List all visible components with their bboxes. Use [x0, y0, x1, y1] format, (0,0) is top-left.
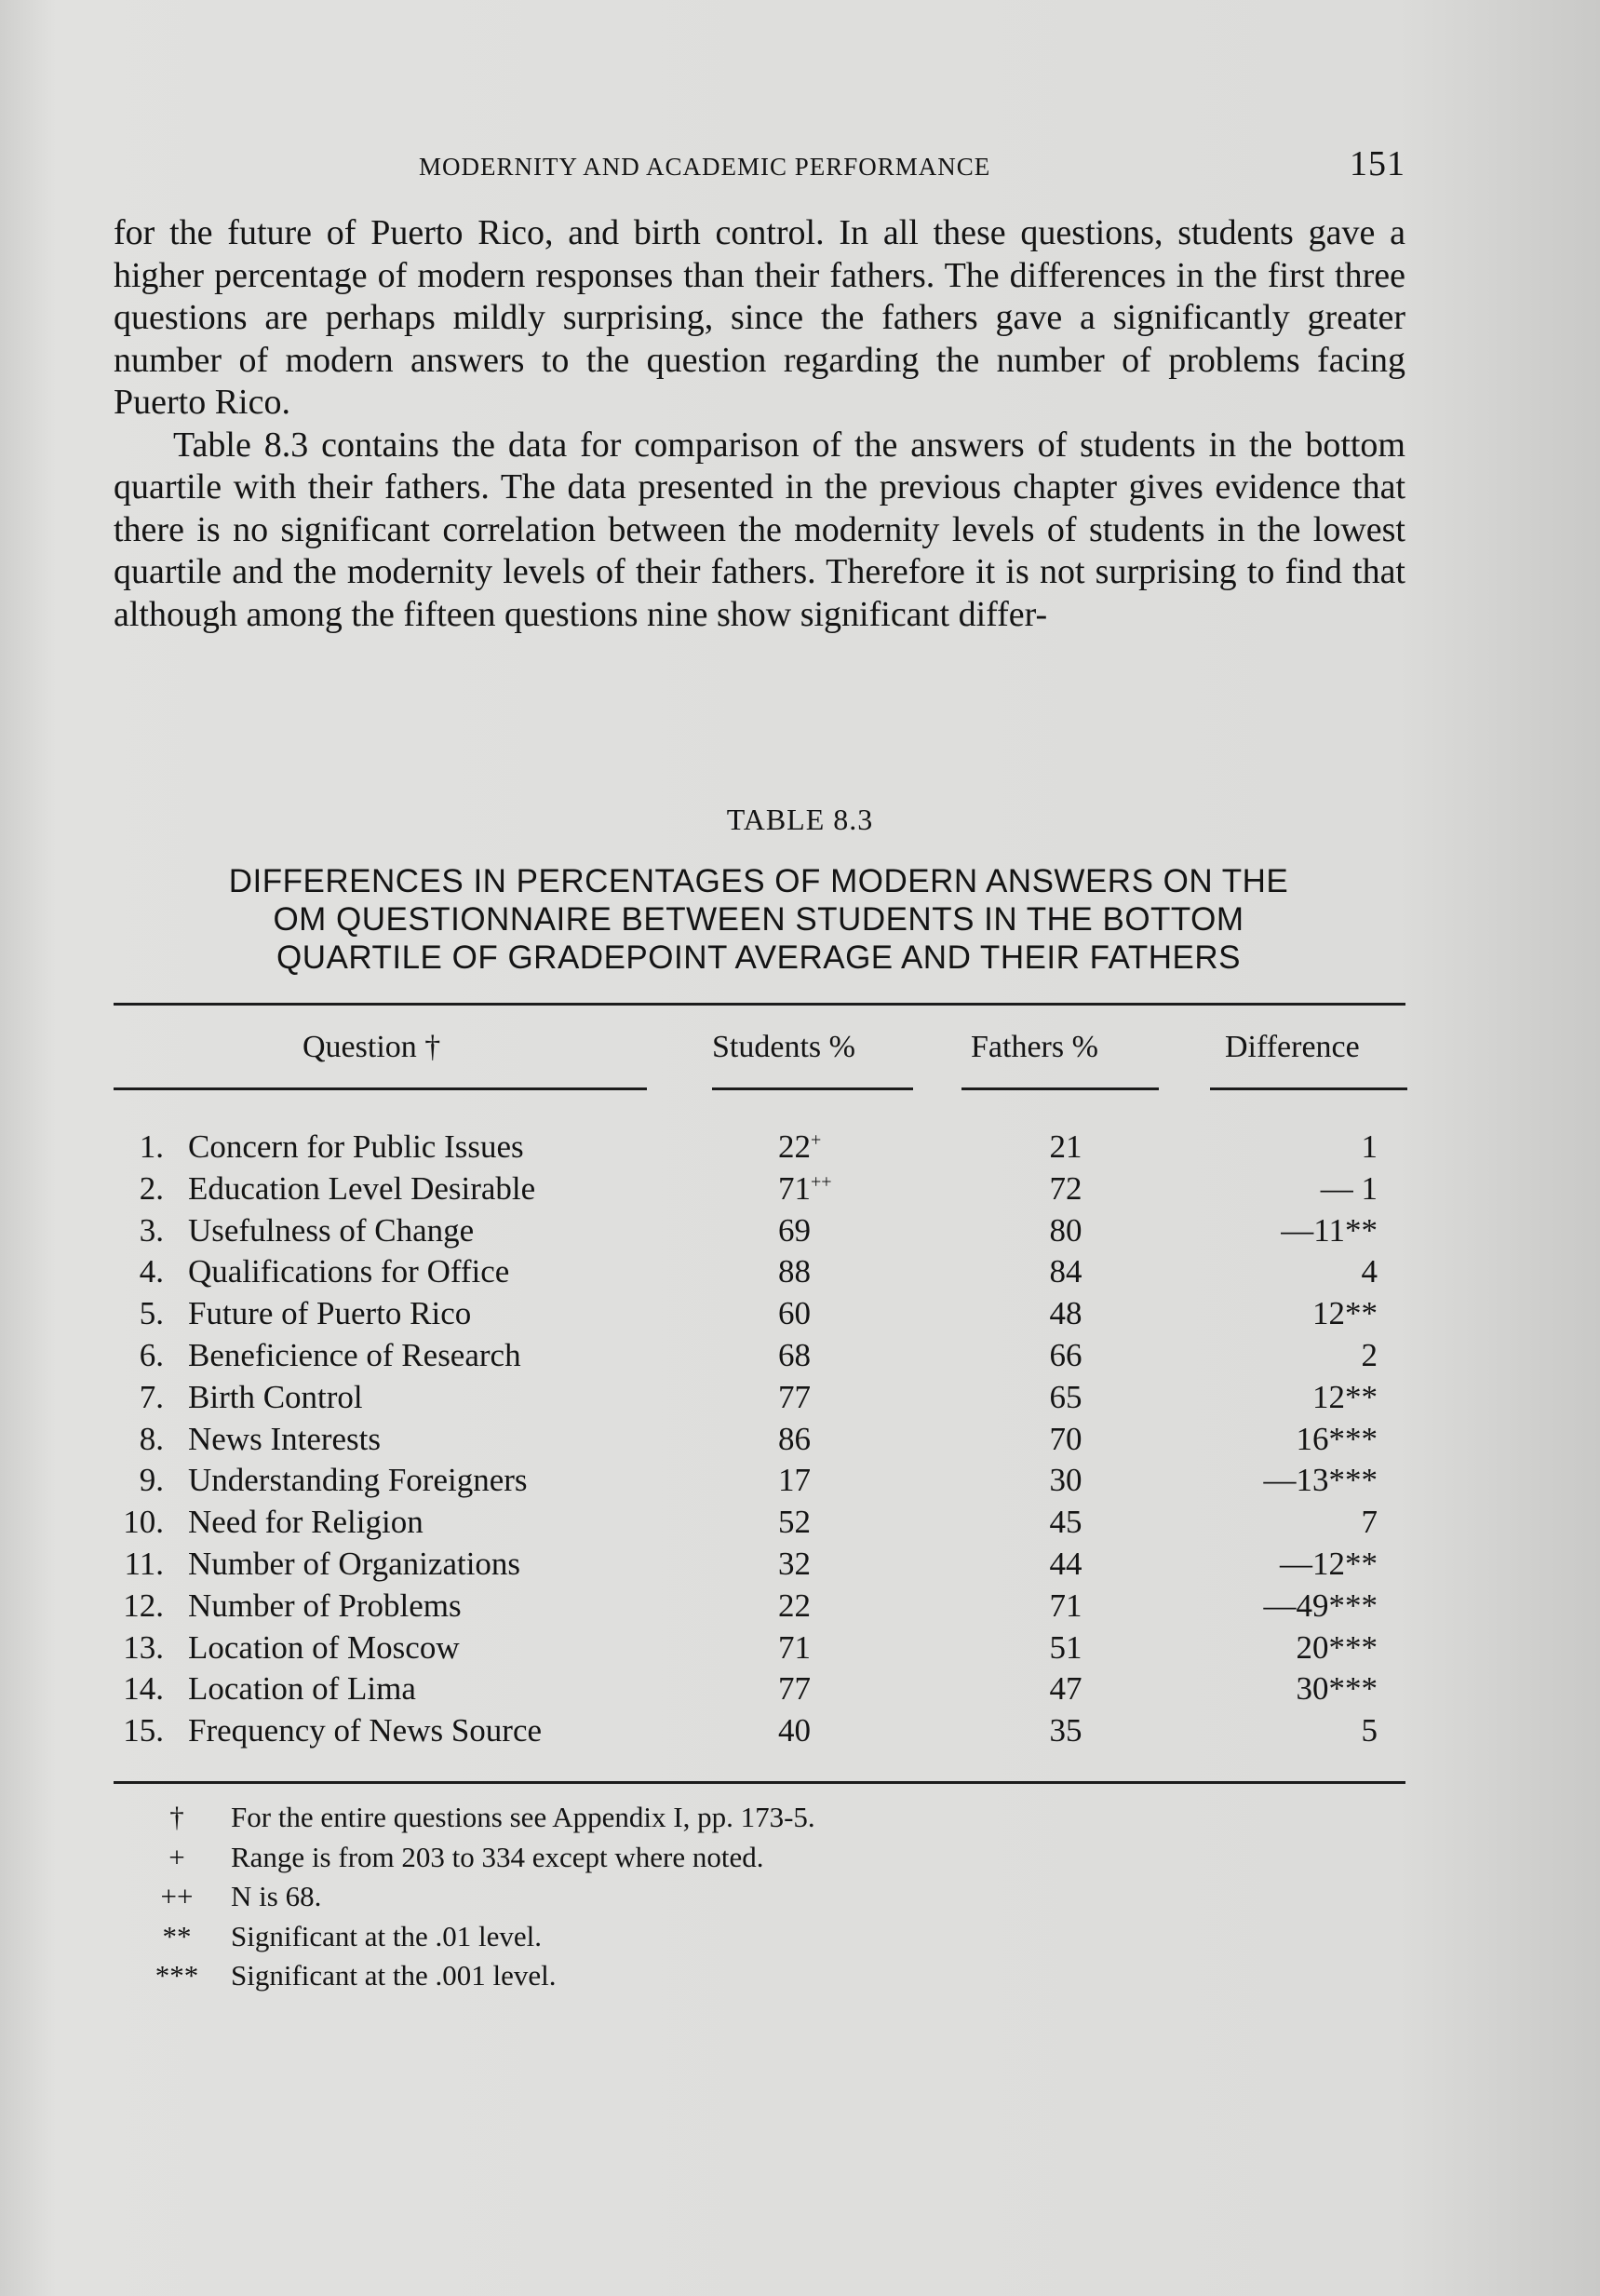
row-question: Usefulness of Change	[188, 1211, 475, 1249]
table-row	[0, 1546, 1600, 1587]
row-fathers: 51	[1049, 1628, 1082, 1666]
table-caption-line: QUARTILE OF GRADEPOINT AVERAGE AND THEIR FATHERS	[276, 939, 1241, 976]
row-students	[778, 1504, 811, 1541]
header-rule-students	[712, 1087, 913, 1090]
students-value: 40	[778, 1712, 811, 1749]
row-students	[778, 1337, 811, 1374]
row-students	[778, 1253, 811, 1290]
row-number: 3.	[139, 1211, 164, 1249]
row-number: 11.	[124, 1546, 164, 1582]
row-number: 13.	[123, 1628, 164, 1666]
running-head-title: MODERNITY AND ACADEMIC PERFORMANCE	[419, 153, 991, 181]
row-fathers: 71	[1049, 1587, 1082, 1624]
footnote-mark: ++	[160, 1880, 194, 1912]
table-row	[0, 1253, 1600, 1294]
row-question: Beneficience of Research	[188, 1337, 521, 1373]
row-fathers: 70	[1049, 1420, 1082, 1457]
students-value: 71	[778, 1169, 811, 1207]
students-value: 71	[778, 1628, 811, 1666]
row-difference: 5	[1361, 1712, 1378, 1749]
row-difference: 16***	[1296, 1420, 1378, 1457]
row-question: Understanding Foreigners	[188, 1462, 528, 1499]
row-fathers: 44	[1049, 1546, 1082, 1582]
row-fathers: 72	[1049, 1169, 1082, 1207]
row-number: 6.	[139, 1337, 164, 1373]
footnote	[0, 1959, 1600, 1996]
students-value: 86	[778, 1420, 811, 1457]
running-head	[419, 144, 1405, 186]
footnote-mark: +	[168, 1840, 185, 1873]
row-question: Need for Religion	[188, 1504, 424, 1541]
row-students	[778, 1587, 811, 1625]
row-fathers: 35	[1049, 1712, 1082, 1749]
row-students	[778, 1128, 821, 1166]
body-text	[114, 212, 1405, 636]
footnote	[0, 1801, 1600, 1838]
row-number: 14.	[123, 1670, 164, 1708]
row-fathers: 65	[1049, 1378, 1082, 1415]
row-difference: —11**	[1281, 1211, 1378, 1249]
header-rule-question	[114, 1087, 647, 1090]
row-students	[778, 1546, 811, 1583]
footnote	[0, 1920, 1600, 1957]
row-fathers: 45	[1049, 1504, 1082, 1541]
students-value: 52	[778, 1504, 811, 1541]
students-value: 69	[778, 1211, 811, 1249]
row-number: 8.	[139, 1420, 164, 1457]
row-difference: 20***	[1296, 1628, 1378, 1666]
students-value: 60	[778, 1295, 811, 1332]
row-difference: 12**	[1312, 1295, 1378, 1332]
row-number: 5.	[139, 1295, 164, 1332]
students-value: 68	[778, 1337, 811, 1373]
row-number: 1.	[139, 1128, 164, 1165]
table-row	[0, 1504, 1600, 1545]
row-difference: 2	[1361, 1337, 1378, 1373]
students-value: 77	[778, 1670, 811, 1708]
paragraph-2: Table 8.3 contains the data for comparison of the answers of students in the bottom quartile with their fathers. The data presented in the previous chapter gives evidence that there is no significant correlation between the modernity levels of students in the lowest quartile and the modernity levels of their fathers. Therefore it is not surprising to find that although among the fifteen questions nine show significant differ-	[114, 425, 1405, 634]
row-question: Concern for Public Issues	[188, 1128, 524, 1165]
row-fathers: 66	[1049, 1337, 1082, 1373]
header-rule-fathers	[961, 1087, 1159, 1090]
header-question: Question †	[303, 1030, 441, 1064]
students-value: 77	[778, 1378, 811, 1415]
page-number: 151	[1350, 144, 1405, 183]
students-value: 22	[778, 1587, 811, 1624]
row-difference: 7	[1361, 1504, 1378, 1541]
row-difference: —49***	[1263, 1587, 1378, 1624]
row-difference: 4	[1361, 1253, 1378, 1290]
footnote	[0, 1880, 1600, 1917]
students-value: 22	[778, 1128, 811, 1165]
row-question: Qualifications for Office	[188, 1253, 510, 1290]
row-number: 4.	[139, 1253, 164, 1290]
row-students	[778, 1629, 811, 1667]
table-row	[0, 1421, 1600, 1462]
students-value: 17	[778, 1462, 811, 1499]
row-number: 9.	[139, 1462, 164, 1499]
table-top-rule	[114, 1003, 1405, 1006]
row-students	[778, 1712, 811, 1749]
table-row	[0, 1462, 1600, 1503]
row-question: Birth Control	[188, 1378, 363, 1415]
footnote-text: N is 68.	[231, 1880, 322, 1912]
table-row	[0, 1128, 1600, 1169]
table-caption-line: OM QUESTIONNAIRE BETWEEN STUDENTS IN THE BOTTOM	[273, 901, 1244, 938]
row-question: News Interests	[188, 1420, 382, 1457]
table-row	[0, 1587, 1600, 1628]
table-row	[0, 1295, 1600, 1336]
table-row	[0, 1170, 1600, 1211]
footnote-mark: **	[162, 1919, 192, 1952]
table-row	[0, 1337, 1600, 1378]
footnote-text: Significant at the .01 level.	[231, 1919, 543, 1952]
row-question: Location of Lima	[188, 1670, 416, 1708]
row-students	[778, 1670, 811, 1708]
footnote-mark: †	[169, 1801, 184, 1833]
row-students	[778, 1379, 811, 1416]
row-students	[778, 1462, 811, 1499]
footnote-text: For the entire questions see Appendix I, pp. 173-5.	[231, 1801, 815, 1833]
header-fathers: Fathers %	[971, 1030, 1098, 1064]
row-students	[778, 1295, 811, 1332]
row-students	[778, 1212, 811, 1249]
table-row	[0, 1629, 1600, 1670]
row-difference: 30***	[1296, 1670, 1378, 1708]
students-note-mark: ++	[811, 1171, 832, 1193]
row-difference: 12**	[1312, 1378, 1378, 1415]
row-difference: 1	[1361, 1128, 1378, 1165]
table-row	[0, 1670, 1600, 1711]
row-fathers: 21	[1049, 1128, 1082, 1165]
row-question: Education Level Desirable	[188, 1169, 536, 1207]
footnote-text: Significant at the .001 level.	[231, 1959, 557, 1992]
table-bottom-rule	[114, 1781, 1405, 1784]
row-students	[778, 1421, 811, 1458]
header-difference: Difference	[1225, 1030, 1360, 1064]
row-fathers: 47	[1049, 1670, 1082, 1708]
row-students	[778, 1170, 832, 1208]
row-question: Future of Puerto Rico	[188, 1295, 472, 1332]
row-difference: —13***	[1263, 1462, 1378, 1499]
row-difference: — 1	[1320, 1169, 1378, 1207]
row-fathers: 84	[1049, 1253, 1082, 1290]
header-rule-difference	[1210, 1087, 1407, 1090]
row-number: 7.	[139, 1378, 164, 1415]
row-number: 10.	[123, 1504, 164, 1541]
row-fathers: 48	[1049, 1295, 1082, 1332]
row-question: Location of Moscow	[188, 1628, 460, 1666]
students-value: 32	[778, 1546, 811, 1582]
paragraph-1: for the future of Puerto Rico, and birth control. In all these questions, students gave a higher percentage of modern responses than their fathers. The differences in the first three questions are perhaps mildly surprising, since the fathers gave a significantly greater number of modern answers to the question regarding the number of problems facing Puerto Rico.	[114, 213, 1405, 422]
table-row	[0, 1212, 1600, 1253]
row-question: Number of Problems	[188, 1587, 462, 1624]
row-question: Number of Organizations	[188, 1546, 521, 1582]
row-difference: —12**	[1280, 1546, 1378, 1582]
row-number: 15.	[123, 1712, 164, 1749]
row-number: 12.	[123, 1587, 164, 1624]
row-number: 2.	[139, 1169, 164, 1207]
table-row	[0, 1379, 1600, 1420]
row-fathers: 30	[1049, 1462, 1082, 1499]
row-question: Frequency of News Source	[188, 1712, 543, 1749]
students-value: 88	[778, 1253, 811, 1290]
table-caption-line: DIFFERENCES IN PERCENTAGES OF MODERN ANSWERS ON THE	[228, 863, 1289, 899]
footnote-mark: ***	[155, 1959, 199, 1992]
footnote-text: Range is from 203 to 334 except where noted.	[231, 1840, 764, 1873]
students-note-mark: +	[811, 1129, 822, 1151]
header-students: Students %	[712, 1030, 855, 1064]
table-caption	[130, 862, 1387, 977]
table-label: TABLE 8.3	[726, 803, 874, 836]
footnote	[0, 1841, 1600, 1878]
row-fathers: 80	[1049, 1211, 1082, 1249]
table-row	[0, 1712, 1600, 1753]
